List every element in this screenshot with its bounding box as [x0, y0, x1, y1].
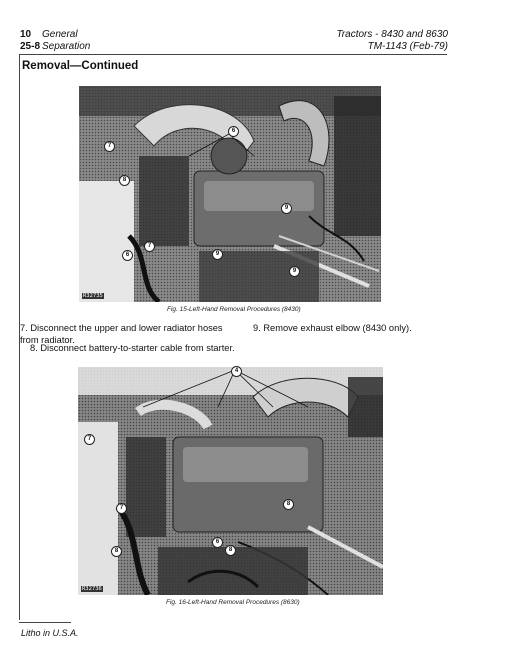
figure-1-callout: 9 [212, 249, 223, 260]
section-title: Removal—Continued [22, 60, 139, 72]
figure-1-photo-id: R32735 [83, 293, 103, 299]
step-9-text: 9. Remove exhaust elbow (8430 only). [253, 323, 412, 333]
step-8-text: 8. Disconnect battery-to-starter cable from starter. [30, 343, 235, 353]
figure-2-photo [78, 367, 383, 595]
figure-1-caption: Fig. 15-Left-Hand Removal Procedures (8430) [167, 306, 301, 313]
figure-2-callout: 7 [84, 434, 95, 445]
subsection-label: Separation [42, 41, 91, 52]
figure-2-photo-id: R32736 [82, 586, 102, 592]
manual-title: Tractors - 8430 and 8630 [336, 29, 448, 40]
figure-1-callout: 9 [289, 266, 300, 277]
figure-1-callout: 6 [122, 250, 133, 261]
figure-2-callout: 8 [283, 499, 294, 510]
step-7-text: 7. Disconnect the upper and lower radiator hoses from radiator. [20, 323, 223, 345]
figure-1-callout: 6 [228, 126, 239, 137]
section-rule-top [19, 54, 447, 55]
subsection-number: 25-8 [20, 41, 41, 52]
figure-1-callout: 9 [281, 203, 292, 214]
figure-2-callout: 8 [225, 545, 236, 556]
footer-rule [19, 622, 71, 623]
figure-1-photo [79, 86, 381, 302]
figure-2-caption: Fig. 16-Left-Hand Removal Procedures (8630) [166, 599, 300, 606]
figure-2-callout: 7 [116, 503, 127, 514]
section-label: General [42, 29, 78, 40]
running-header-right [336, 29, 448, 53]
figure-1-callout: 7 [104, 141, 115, 152]
figure-1-callout: 7 [144, 241, 155, 252]
page-number: 10 [20, 29, 32, 40]
figure-2-callout: 6 [212, 537, 223, 548]
figure-1-callout: 8 [119, 175, 130, 186]
figure-2-callout: 8 [111, 546, 122, 557]
footer-imprint: Litho in U.S.A. [21, 628, 79, 638]
running-header-left [20, 29, 90, 53]
figure-2-callout: 4 [231, 366, 242, 377]
manual-doc-id: TM-1143 (Feb-79) [367, 41, 448, 52]
